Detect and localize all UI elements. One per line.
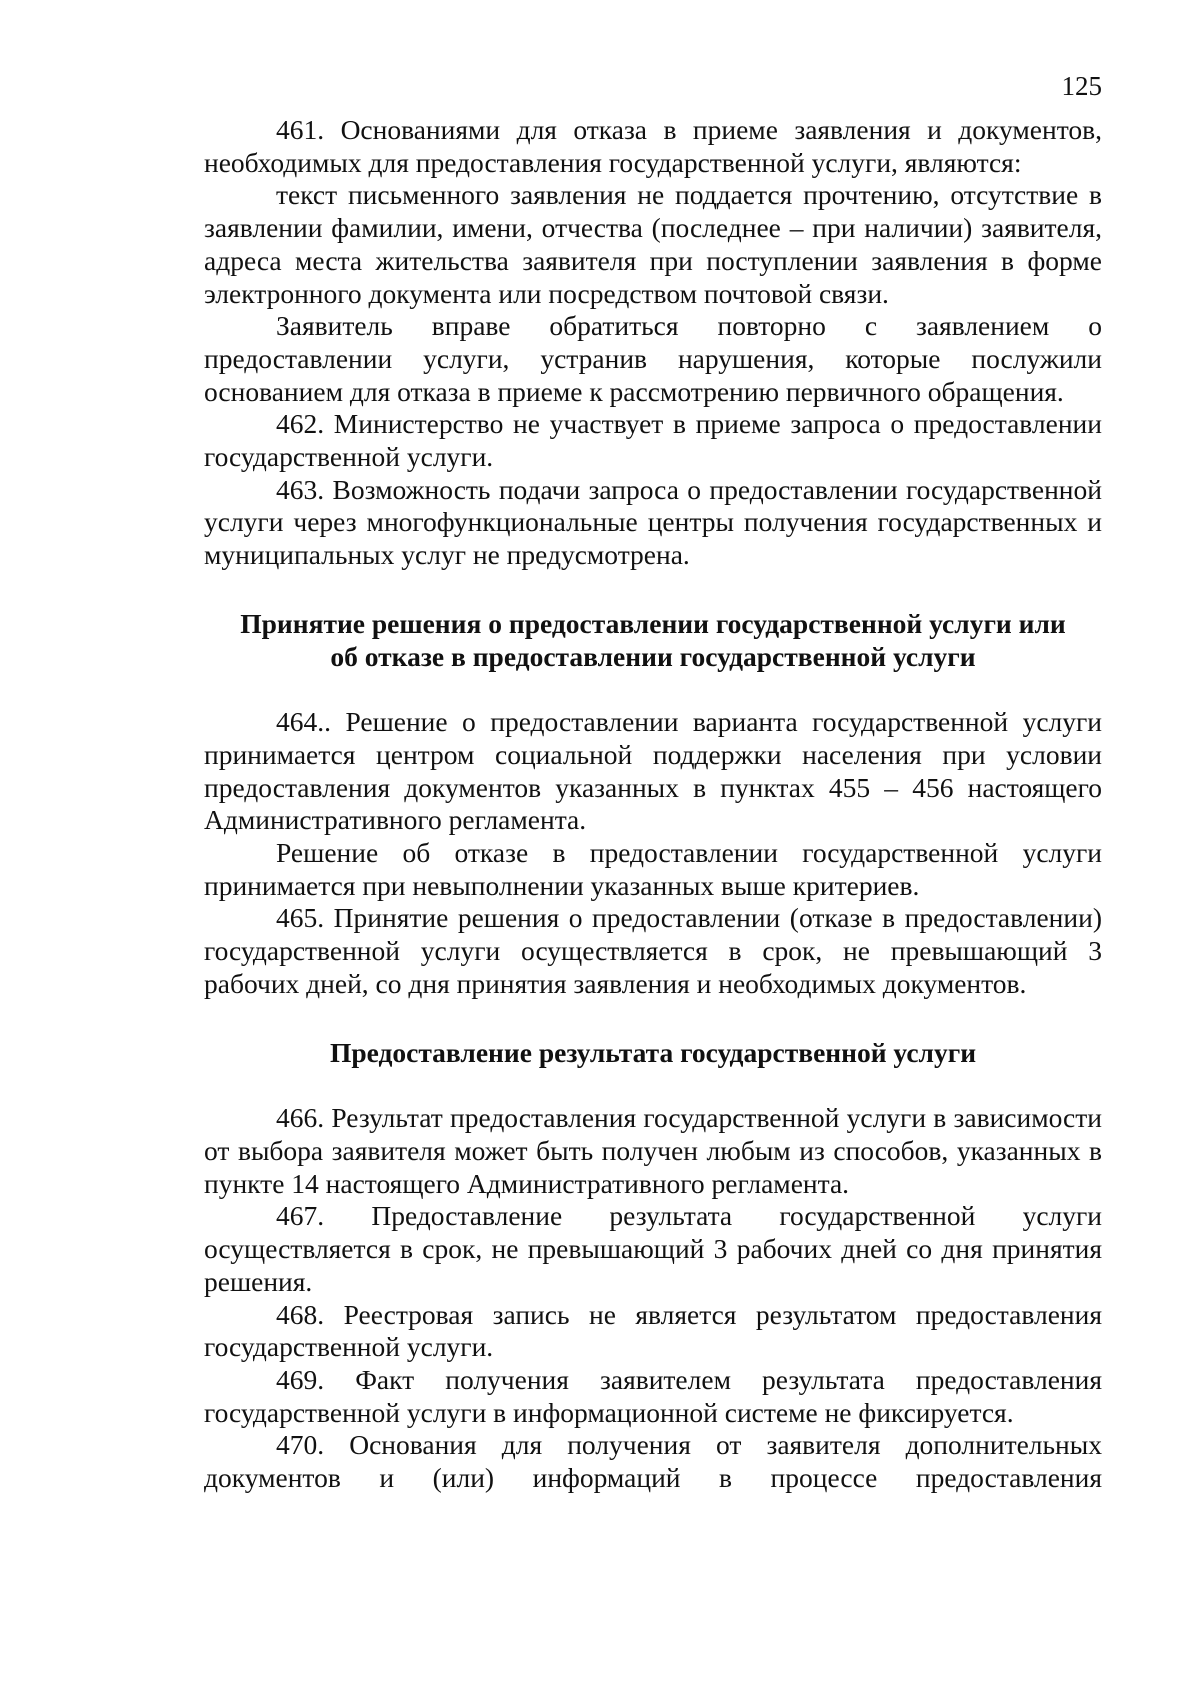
spacer [204, 1069, 1102, 1102]
paragraph-462: 462. Министерство не участвует в приеме запроса о предоставлении государственной услуги. [204, 408, 1102, 473]
paragraph-463: 463. Возможность подачи запроса о предоставлении государственной услуги через многофункциональные центры получения государственных и муниципальных услуг не предусмотрена. [204, 473, 1102, 571]
paragraph-466: 466. Результат предоставления государственной услуги в зависимости от выбора заявителя может быть получен любым из способов, указанных в пункте 14 настоящего Административного регламента. [204, 1102, 1102, 1199]
paragraph-464-refusal: Решение об отказе в предоставлении государственной услуги принимается при невыполнении указанных выше критериев. [204, 837, 1102, 901]
paragraph-461: 461. Основаниями для отказа в приеме заявления и документов, необходимых для предоставления государственной услуги, являются: [204, 114, 1102, 178]
paragraph-461-reapply: Заявитель вправе обратиться повторно с заявлением о предоставлении услуги, устранив нарушения, которые послужили основанием для отказа в приеме к рассмотрению первичного обращения. [204, 310, 1102, 407]
paragraph-469: 469. Факт получения заявителем результата предоставления государственной услуги в информационной системе не фиксируется. [204, 1363, 1102, 1428]
paragraph-461-grounds: текст письменного заявления не поддается прочтению, отсутствие в заявлении фамилии, имени, отчества (последнее – при наличии) заявителя, адреса места жительства заявителя при поступлении заявления в форме электронного документа или посредством почтовой связи. [204, 179, 1102, 309]
page-number: 125 [1061, 71, 1102, 101]
document-body [204, 114, 1102, 1495]
spacer [204, 572, 1102, 608]
paragraph-465: 465. Принятие решения о предоставлении (отказе в предоставлении) государственной услуги осуществляется в срок, не превышающий 3 рабочих дней, со дня принятия заявления и необходимых документов. [204, 902, 1102, 999]
paragraph-470: 470. Основания для получения от заявителя дополнительных документов и (или) информаций в процессе предоставления [204, 1429, 1102, 1494]
heading-line: Принятие решения о предоставлении государственной услуги или [240, 607, 1066, 639]
paragraph-468: 468. Реестровая запись не является результатом предоставления государственной услуги. [204, 1298, 1102, 1363]
spacer [204, 1001, 1102, 1037]
spacer [204, 673, 1102, 706]
section-heading-decision [204, 608, 1102, 673]
heading-line: Предоставление результата государственной услуги [329, 1036, 977, 1068]
heading-line: об отказе в предоставлении государственной услуги [330, 640, 976, 672]
paragraph-464: 464.. Решение о предоставлении варианта государственной услуги принимается центром социальной поддержки населения при условии предоставления документов указанных в пунктах 455 – 456 настоящего Административного регламента. [204, 706, 1102, 836]
section-heading-result [204, 1037, 1102, 1070]
paragraph-467: 467. Предоставление результата государственной услуги осуществляется в срок, не превышающий 3 рабочих дней со дня принятия решения. [204, 1200, 1102, 1297]
